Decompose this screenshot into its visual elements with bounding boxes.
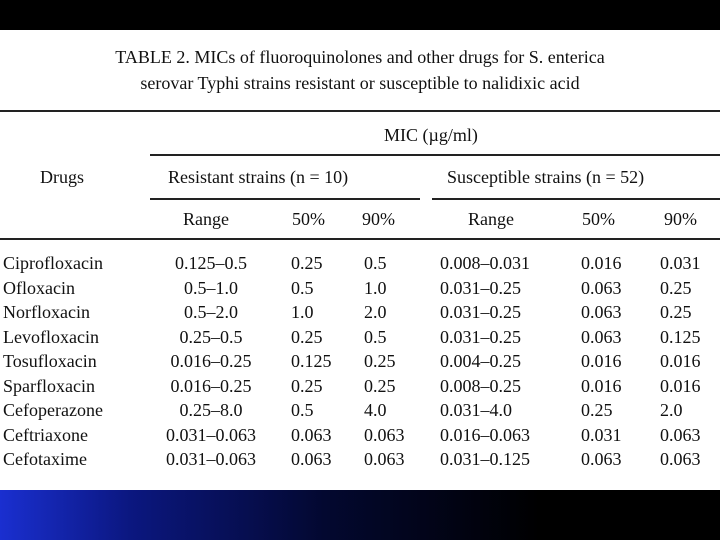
cell-s-90: 0.25 [660,302,692,322]
cell-r-range: 0.031–0.063 [166,424,256,445]
drugs-header: Drugs [40,167,84,187]
cell-r-range: 0.25–8.0 [179,400,243,420]
cell-r-range: 0.016–0.25 [170,351,252,371]
cell-s-50: 0.016 [581,253,622,273]
cell-r-90: 0.063 [364,424,405,445]
slide-bottom-band [0,490,720,540]
resistant-header: Resistant strains (n = 10) [168,167,349,187]
cell-r-50: 0.25 [291,326,323,347]
cell-s-50: 0.016 [581,351,622,371]
cell-s-90: 0.016 [660,351,701,371]
cell-r-range: 0.031–0.063 [166,449,256,469]
cell-r-90: 0.25 [364,375,396,396]
cell-s-90: 0.016 [660,375,701,396]
cell-s-range: 0.016–0.063 [440,424,530,445]
cell-s-50: 0.063 [581,277,622,298]
cell-r-range: 0.5–1.0 [184,277,238,298]
cell-s-90: 2.0 [660,400,683,420]
resistant-rule [150,198,420,200]
cell-r-50: 0.25 [291,253,323,273]
cell-r-range: 0.016–0.25 [170,375,252,396]
cell-r-50: 1.0 [291,302,314,322]
cell-s-range: 0.008–0.25 [440,375,521,396]
mic-rule [150,154,720,156]
mic-header: MIC (µg/ml) [384,125,478,145]
cell-drug: Norfloxacin [3,302,90,322]
cell-s-90: 0.063 [660,424,701,445]
cell-s-range: 0.004–0.25 [440,351,521,371]
cell-drug: Cefoperazone [3,400,103,420]
cell-s-50: 0.063 [581,326,622,347]
cell-r-90: 0.063 [364,449,405,469]
cell-s-range: 0.031–0.25 [440,302,521,322]
cell-s-range: 0.031–0.25 [440,326,521,347]
cell-s-90: 0.25 [660,277,692,298]
cell-s-90: 0.031 [660,253,701,273]
cell-s-50: 0.063 [581,449,622,469]
cell-s-50: 0.031 [581,424,622,445]
cell-r-range: 0.125–0.5 [175,253,247,273]
cell-s-50: 0.016 [581,375,622,396]
slide-top-band [0,0,720,30]
cell-s-range: 0.031–4.0 [440,400,512,420]
cell-drug: Ofloxacin [3,277,75,298]
pct90-header-susceptible: 90% [664,209,697,229]
pct50-header-resistant: 50% [292,209,325,229]
cell-drug: Ciprofloxacin [3,253,103,273]
cell-r-90: 0.5 [364,326,387,347]
header-bottom-rule [0,238,720,240]
cell-r-50: 0.5 [291,277,314,298]
pct50-header-susceptible: 50% [582,209,615,229]
cell-r-90: 0.25 [364,351,396,371]
cell-s-range: 0.008–0.031 [440,253,530,273]
cell-r-90: 4.0 [364,400,387,420]
cell-r-50: 0.5 [291,400,314,420]
cell-drug: Ceftriaxone [3,424,88,445]
cell-r-50: 0.063 [291,424,332,445]
cell-r-90: 0.5 [364,253,387,273]
caption-line-1: TABLE 2. MICs of fluoroquinolones and other drugs for S. enterica [115,47,605,67]
cell-s-90: 0.063 [660,449,701,469]
table-caption [0,44,720,96]
pct90-header-resistant: 90% [362,209,395,229]
cell-s-50: 0.063 [581,302,622,322]
susceptible-header: Susceptible strains (n = 52) [447,167,645,187]
cell-r-50: 0.125 [291,351,332,371]
cell-s-50: 0.25 [581,400,613,420]
cell-drug: Tosufloxacin [3,351,97,371]
cell-drug: Levofloxacin [3,326,99,347]
cell-s-range: 0.031–0.125 [440,449,530,469]
cell-r-90: 2.0 [364,302,387,322]
susceptible-rule [432,198,720,200]
cell-s-90: 0.125 [660,326,701,347]
cell-r-50: 0.063 [291,449,332,469]
cell-drug: Cefotaxime [3,449,87,469]
table-page [0,30,720,490]
cell-r-50: 0.25 [291,375,323,396]
caption-line-2: serovar Typhi strains resistant or susceptible to nalidixic acid [140,73,580,93]
cell-r-90: 1.0 [364,277,387,298]
range-header-susceptible: Range [468,209,514,229]
range-header-resistant: Range [183,209,229,229]
cell-r-range: 0.25–0.5 [179,326,243,347]
cell-drug: Sparfloxacin [3,375,95,396]
cell-s-range: 0.031–0.25 [440,277,521,298]
top-rule [0,110,720,112]
cell-r-range: 0.5–2.0 [184,302,238,322]
